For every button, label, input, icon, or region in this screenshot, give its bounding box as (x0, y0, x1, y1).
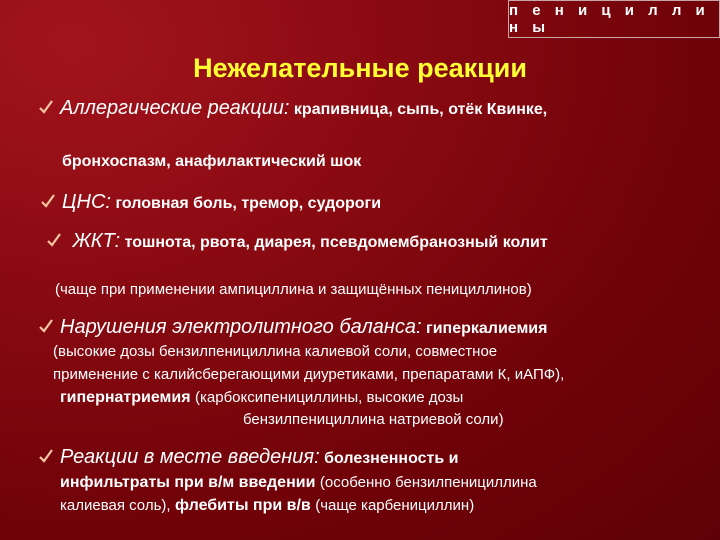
injection-text-2: инфильтраты при в/м введении (60, 474, 316, 491)
electrolyte-note-3: (карбоксипенициллины, высокие дозы (195, 389, 464, 406)
injection-row-3 (60, 497, 474, 515)
checkmark-icon (38, 318, 54, 334)
injection-row-2 (60, 474, 537, 492)
injection-text-3: флебиты при в/в (175, 497, 311, 514)
topic-label: п е н и ц и л л и н ы (508, 0, 720, 38)
bullet-allergic (38, 97, 547, 120)
gi-text: тошнота, рвота, диарея, псевдомембранозный колит (124, 234, 548, 251)
checkmark-icon (46, 232, 62, 248)
checkmark-icon (38, 448, 54, 464)
gi-heading: ЖКТ: (72, 230, 121, 252)
bullet-gi (46, 230, 548, 253)
electrolyte-heading: Нарушения электролитного баланса: (60, 316, 422, 338)
electrolyte-note-2: применение с калийсберегающими диуретиками, препаратами К, иАПФ), (53, 366, 565, 383)
checkmark-icon (38, 99, 54, 115)
gi-note: (чаще при применении ампициллина и защищённых пенициллинов) (55, 281, 532, 298)
electrolyte-note-4: бензилпенициллина натриевой соли) (243, 411, 504, 428)
cns-text: головная боль, тремор, судороги (115, 195, 382, 212)
cns-heading: ЦНС: (62, 191, 111, 213)
injection-text-1: болезненность и (324, 450, 459, 467)
checkmark-icon (40, 193, 56, 209)
allergic-text-2: бронхоспазм, анафилактический шок (62, 153, 362, 170)
bullet-cns (40, 191, 381, 214)
slide-title: Нежелательные реакции (193, 53, 527, 83)
electrolyte-term-1: гиперкалиемия (426, 320, 548, 337)
electrolyte-row-3 (60, 389, 463, 407)
allergic-text-1: крапивница, сыпь, отёк Квинке, (293, 101, 548, 118)
injection-note-3: (чаще карбенициллин) (315, 497, 475, 514)
allergic-heading: Аллергические реакции: (60, 97, 290, 119)
bullet-injection (38, 446, 458, 469)
injection-note-2: калиевая соль), (60, 497, 171, 514)
electrolyte-note-1: (высокие дозы бензилпенициллина калиевой соли, совместное (53, 343, 498, 360)
electrolyte-term-2: гипернатриемия (60, 389, 191, 406)
bullet-electrolyte (38, 316, 547, 339)
injection-note-1: (особенно бензилпенициллина (319, 474, 537, 491)
injection-heading: Реакции в месте введения: (60, 446, 320, 468)
